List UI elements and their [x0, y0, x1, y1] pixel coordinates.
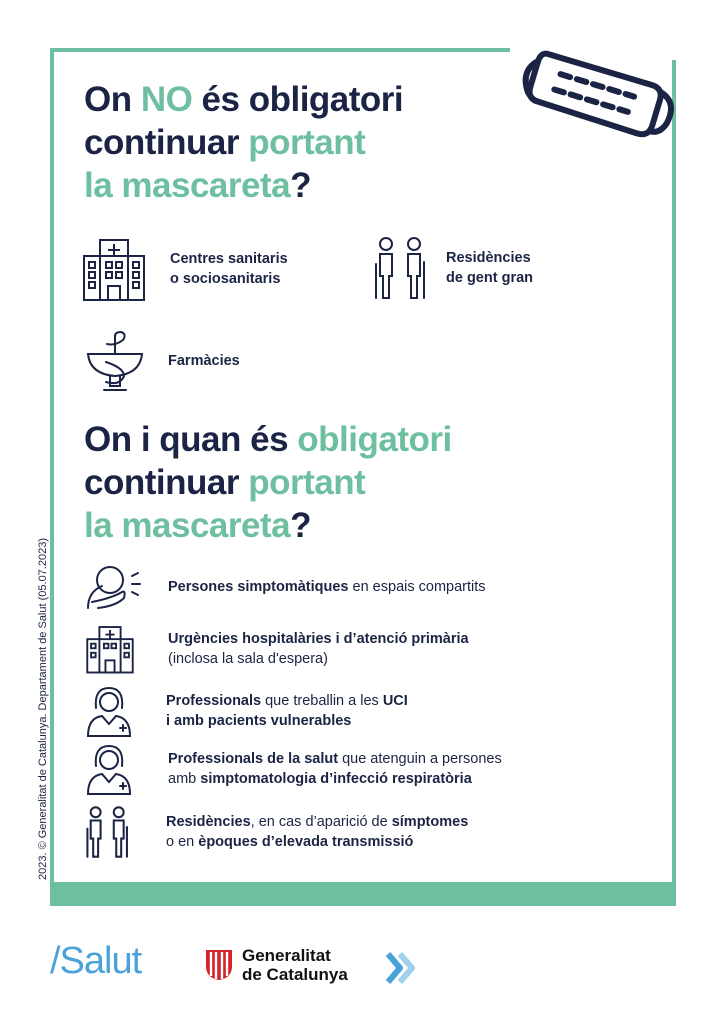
centres-line1: Centres sanitaris: [170, 251, 288, 267]
face-mask-icon: [522, 40, 680, 140]
centres-line2: o sociosanitaris: [170, 271, 281, 287]
item-urgencies: [84, 624, 469, 674]
hospital-icon: [84, 624, 136, 674]
farmacies-label: Farmàcies: [168, 353, 240, 369]
health-professional-icon: [84, 684, 134, 738]
generalitat-logo: [204, 946, 348, 984]
item-centres-sanitaris: [80, 236, 288, 302]
residencies-line2: de gent gran: [446, 270, 534, 286]
residencies-line1: Residències: [446, 250, 531, 266]
urgencies-line2: (inclosa la sala d'espera): [168, 651, 328, 667]
urgencies-line1: Urgències hospitalàries i d’atenció primària: [168, 631, 469, 647]
heading-no-obligatori: On NO és obligatori continuar portant la mascareta?: [84, 80, 404, 205]
pharmacy-bowl-icon: [84, 328, 146, 394]
item-residencies-gent-gran: [372, 234, 533, 302]
double-chevron-icon: [384, 950, 418, 986]
copyright-side-text: 2023. © Generalitat de Catalunya. Departament de Salut (05.07.2023): [37, 538, 49, 880]
salut-logo: /Salut: [50, 940, 142, 982]
elderly-people-icon: [84, 804, 132, 860]
health-professional-icon: [84, 742, 134, 796]
generalitat-line1: Generalitat: [242, 946, 331, 965]
catalan-flag-emblem-icon: [204, 948, 234, 982]
heading-on-quan-obligatori: On i quan és obligatori continuar portant la mascareta?: [84, 420, 452, 545]
hospital-icon: [80, 236, 148, 302]
item-persones-simptomatiques: Persones simptomàtiques en espais compartits: [84, 562, 486, 612]
generalitat-line2: de Catalunya: [242, 965, 348, 984]
item-farmacies: [84, 328, 240, 394]
item-residencies: Residències, en cas d’aparició de símptomes o en èpoques d’elevada transmissió: [84, 804, 468, 860]
item-professionals-salut: Professionals de la salut que atenguin a persones amb simptomatologia d’infecció respiratòria: [84, 742, 502, 796]
item-professionals-uci: Professionals que treballin a les UCI i amb pacients vulnerables: [84, 684, 408, 738]
poster-frame-bottom-bar: [50, 882, 676, 906]
uci-line2: i amb pacients vulnerables: [166, 713, 352, 729]
coughing-person-icon: [84, 562, 142, 612]
elderly-people-icon: [372, 234, 430, 302]
